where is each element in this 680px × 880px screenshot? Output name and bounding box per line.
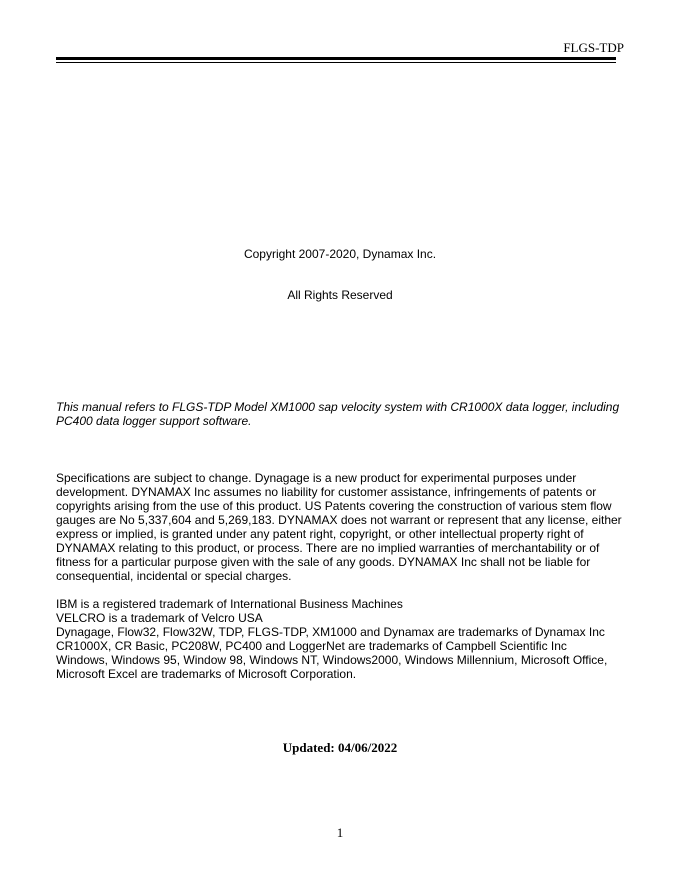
rights-notice: All Rights Reserved — [287, 288, 393, 302]
trademark-line: VELCRO is a trademark of Velcro USA — [56, 611, 263, 625]
trademark-line: Windows, Windows 95, Window 98, Windows NT, Windows2000, Windows Millennium, Microsoft Office, — [56, 653, 608, 667]
specifications-paragraph: Specifications are subject to change. Dynagage is a new product for experimental purposes under development. DYNAMAX Inc assumes no liability for customer assistance, infringements of patents or copyrights arising from the use of this product. US Patents covering the construction of various stem flow gauges are No 5,337,604 and 5,269,183. DYNAMAX does not warrant or represent that any license, either express or implied, is granted under any patent right, copyright, or other intellectual property right of DYNAMAX relating to this product, or process. There are no implied warranties of merchantability or of fitness for a particular purpose given with the sale of any goods. DYNAMAX Inc shall not be liable for consequential, incidental or special charges. — [56, 471, 622, 583]
trademark-line: CR1000X, CR Basic, PC208W, PC400 and LoggerNet are trademarks of Campbell Scientific Inc — [56, 639, 567, 653]
manual-note: This manual refers to FLGS-TDP Model XM1000 sap velocity system with CR1000X data logger, including PC400 data logger support software. — [56, 400, 620, 428]
header-title: FLGS-TDP — [563, 40, 624, 55]
trademark-line: IBM is a registered trademark of International Business Machines — [56, 597, 403, 611]
updated-date: Updated: 04/06/2022 — [282, 740, 398, 755]
trademark-line: Microsoft Excel are trademarks of Microsoft Corporation. — [56, 667, 357, 681]
page-number: 1 — [336, 825, 344, 840]
copyright-notice: Copyright 2007-2020, Dynamax Inc. — [243, 247, 437, 261]
header-rule-thick — [56, 57, 616, 60]
trademarks-block — [56, 597, 624, 681]
header-rule-thin — [56, 62, 616, 63]
trademark-line: Dynagage, Flow32, Flow32W, TDP, FLGS-TDP, XM1000 and Dynamax are trademarks of Dynamax Inc — [56, 625, 605, 639]
